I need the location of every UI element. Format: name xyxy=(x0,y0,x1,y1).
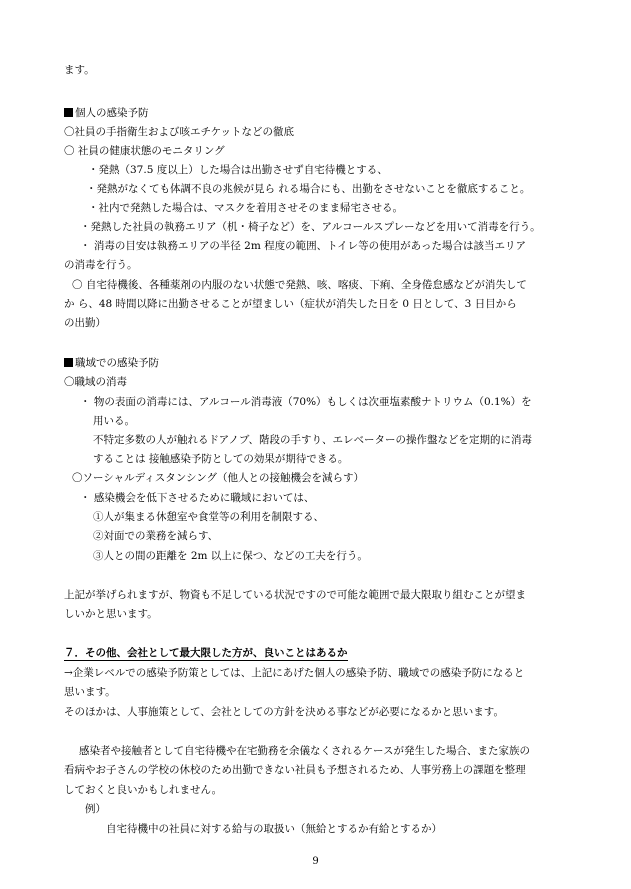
text-line: 看病やお子さんの学校の休校のため出勤できない社員も予想されるため、人事労務上の課題を整理 xyxy=(64,764,526,776)
text-line: ・ 感染機会を低下させるために職域においては、 xyxy=(80,492,315,504)
section-heading-label: 職域での感染予防 xyxy=(75,357,159,369)
text-line: ・発熱（37.5 度以上）した場合は出勤させず自宅待機とする、 xyxy=(88,164,388,176)
section-heading-label: 個人の感染予防 xyxy=(75,107,149,119)
text-line: そのほかは、人事施策として、会社としての方針を決める事などが必要になるかと思います。 xyxy=(64,706,504,718)
text-line: か ら、48 時間以降に出勤させることが望ましい（症状が消失した日を 0 日として、3 日目から xyxy=(64,298,517,310)
section-heading-personal xyxy=(64,106,149,120)
text-line: 不特定多数の人が触れるドアノブ、階段の手すり、エレベーターの操作盤などを定期的に消毒 xyxy=(93,434,533,446)
text-line: ③人との間の距離を 2m 以上に保つ、などの工夫を行う。 xyxy=(93,550,368,562)
text-line: 〇社員の手指衛生および咳エチケットなどの徹底 xyxy=(64,126,295,138)
text-line: 感染者や接触者として自宅待機や在宅勤務を余儀なくされるケースが発生した場合、また家族の xyxy=(79,745,530,757)
text-line: ②対面での業務を減らす、 xyxy=(93,530,219,542)
text-line: しておくと良いかもしれません。 xyxy=(64,784,223,796)
text-line: →企業レベルでの感染予防策としては、上記にあげた個人の感染予防、職域での感染予防になると xyxy=(64,667,525,679)
text-line: 上記が挙げられますが、物資も不足している状況ですので可能な範囲で最大限取り組むことが望ま xyxy=(64,589,526,601)
text-line: の消毒を行う。 xyxy=(64,259,138,271)
text-line: ・発熱した社員の執務エリア（机・椅子など）を、アルコールスプレーなどを用いて消毒を行う。 xyxy=(80,221,541,233)
text-line: 〇職域の消毒 xyxy=(64,376,127,388)
text-line: ・ 物の表面の消毒には、アルコール消毒液（70%）もしくは次亜塩素酸ナトリウム（0.1%）を xyxy=(80,396,532,408)
text-line: ます。 xyxy=(64,64,95,76)
text-line: しいかと思います。 xyxy=(64,608,158,620)
section-heading-other xyxy=(64,646,348,660)
section-heading-workplace xyxy=(64,356,159,370)
text-line: ・発熱がなくても体調不良の兆候が見ら れる場合にも、出勤をさせないことを徹底すること。 xyxy=(86,183,531,195)
text-line: 〇ソーシャルディスタンシング（他人との接触機会を減らす） xyxy=(72,472,365,484)
text-line: ①人が集まる休憩室や食堂等の利用を制限する、 xyxy=(93,511,324,523)
black-square-bullet-icon xyxy=(64,108,73,117)
page-number: 9 xyxy=(312,856,319,867)
section-heading-label: ７．その他、会社として最大限した方が、良いことはあるか xyxy=(64,647,348,659)
black-square-bullet-icon xyxy=(64,358,73,367)
text-line: 例） xyxy=(85,803,106,815)
text-line: 用いる。 xyxy=(93,415,135,427)
text-line: することは 接触感染予防としての効果が期待できる。 xyxy=(93,453,349,465)
text-line: 〇 社員の健康状態のモニタリング xyxy=(64,145,225,157)
text-line: の出勤） xyxy=(64,317,106,329)
text-line: 思います。 xyxy=(64,686,116,698)
text-line: ・ 消毒の目安は執務エリアの半径 2m 程度の範囲、トイレ等の使用があった場合は該当エリア xyxy=(80,240,527,252)
text-line: ・社内で発熱した場合は、マスクを着用させそのまま帰宅させる。 xyxy=(88,202,403,214)
text-line: 自宅待機中の社員に対する給与の取扱い（無給とするか有給とするか） xyxy=(106,823,442,835)
text-line: 〇 自宅待機後、各種薬剤の内服のない状態で発熱、咳、喀痰、下痢、全身倦怠感などが消失して xyxy=(72,279,527,291)
